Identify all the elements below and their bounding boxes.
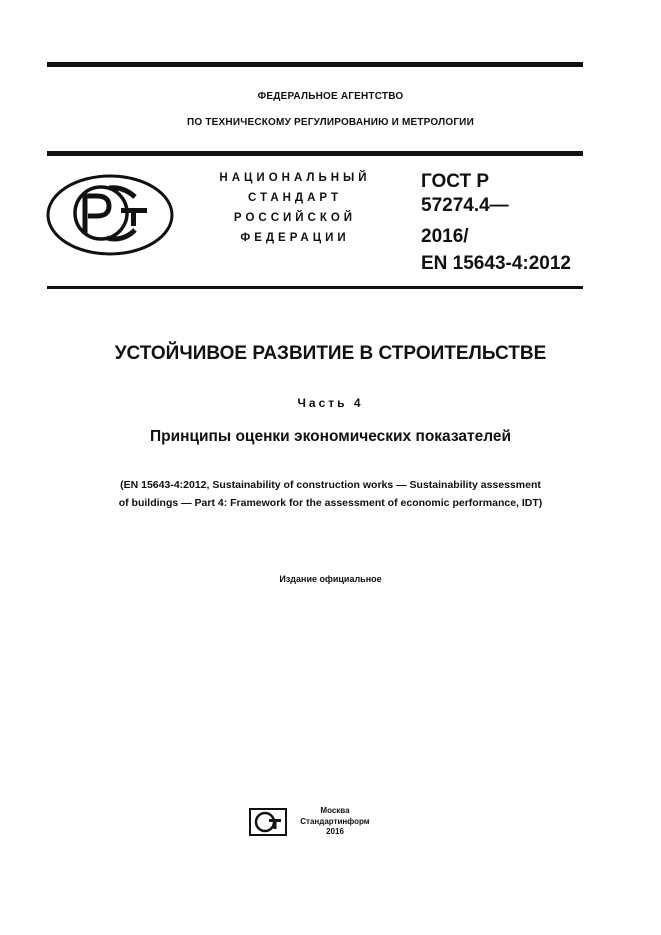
top-rule [47,62,583,67]
national-standard-line-4: ФЕДЕРАЦИИ [240,232,350,244]
header-rule [47,151,583,156]
source-standard-line-2: of buildings — Part 4: Framework for the assessment of economic performance, IDT) [118,497,543,509]
designation-line-3: 2016/ [421,226,469,247]
national-standard-line-3: РОССИЙСКОЙ [233,212,357,224]
publisher-name: Стандартинформ [300,816,370,826]
edition-label: Издание официальное [279,574,382,584]
national-standard-line-2: СТАНДАРТ [248,192,342,204]
publisher-block [292,806,378,838]
designation-line-1: ГОСТ Р [421,171,490,192]
document-subtitle: Принципы оценки экономических показателей [149,428,511,445]
publisher-city: Москва [320,806,350,815]
designation-line-2: 57274.4— [421,195,509,216]
standartinform-logo-icon [249,808,287,836]
agency-line-1: ФЕДЕРАЛЬНОЕ АГЕНТСТВО [257,91,404,102]
part-label: Часть 4 [297,396,364,410]
document-title: УСТОЙЧИВОЕ РАЗВИТИЕ В СТРОИТЕЛЬСТВЕ [114,343,547,364]
agency-line-2: ПО ТЕХНИЧЕСКОМУ РЕГУЛИРОВАНИЮ И МЕТРОЛОГИИ [187,117,474,128]
designation-line-4: EN 15643-4:2012 [421,253,571,274]
header-bottom-rule [47,286,583,289]
rst-emblem-icon [45,172,175,258]
national-standard-line-1: НАЦИОНАЛЬНЫЙ [219,172,371,184]
publisher-year: 2016 [326,827,344,836]
source-standard-line-1: (EN 15643-4:2012, Sustainability of construction works — Sustainability assessment [120,479,541,491]
